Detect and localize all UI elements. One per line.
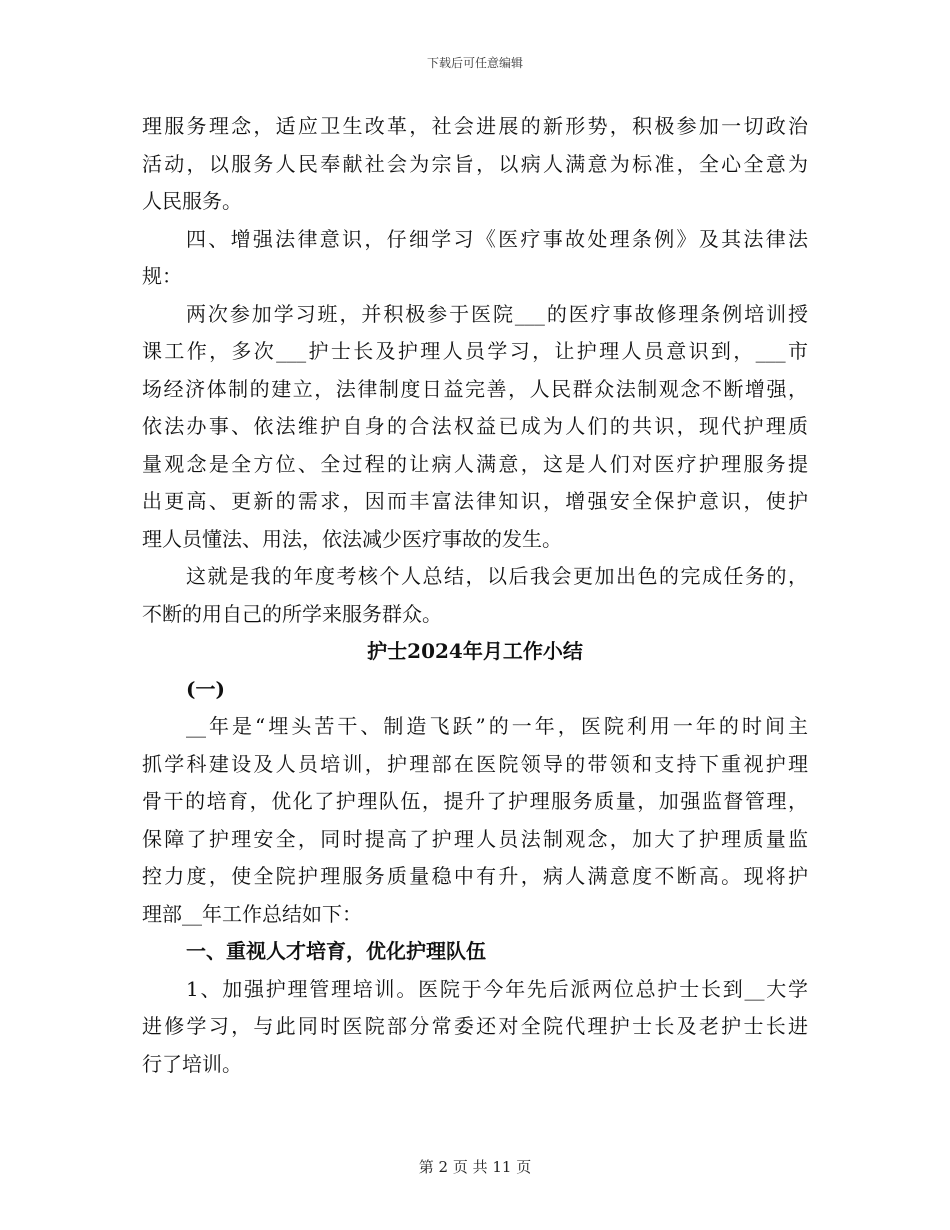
paragraph-line: 场经济体制的建立，法律制度日益完善，人民群众法制观念不断增强， bbox=[142, 376, 808, 401]
paragraph-line: 这就是我的年度考核个人总结，以后我会更加出色的完成任务的， bbox=[186, 564, 808, 588]
paragraph-line: 抓学科建设及人员培训，护理部在医院领导的带领和支持下重视护理 bbox=[142, 751, 808, 776]
paragraph-line: 两次参加学习班，并积极参于医院___的医疗事故修理条例培训授 bbox=[186, 301, 808, 326]
paragraph-line: 理人员懂法、用法，依法减少医疗事故的发生。 bbox=[142, 526, 562, 551]
part-label: (一) bbox=[186, 676, 225, 701]
paragraph-line: 人民服务。 bbox=[142, 189, 242, 213]
paragraph-line: 理服务理念，适应卫生改革，社会进展的新形势，积极参加一切政治 bbox=[142, 114, 808, 138]
paragraph-line: 量观念是全方位、全过程的让病人满意，这是人们对医疗护理服务提 bbox=[142, 451, 808, 476]
paragraph-line: 依法办事、依法维护自身的合法权益已成为人们的共识，现代护理质 bbox=[142, 414, 808, 438]
paragraph-line: 1、加强护理管理培训。医院于今年先后派两位总护士长到__大学 bbox=[186, 976, 808, 1001]
page-header: 下载后可任意编辑 bbox=[426, 56, 523, 70]
paragraph-line: 理部__年工作总结如下： bbox=[142, 901, 362, 926]
section-heading-line: 规： bbox=[142, 264, 182, 288]
paragraph-line: __年是“埋头苦干、制造飞跃”的一年，医院利用一年的时间主 bbox=[186, 714, 808, 738]
paragraph-line: 进修学习，与此同时医院部分常委还对全院代理护士长及老护士长进 bbox=[142, 1014, 808, 1038]
page-footer: 第 2 页 共 11 页 bbox=[418, 1158, 532, 1176]
paragraph-line: 保障了护理安全，同时提高了护理人员法制观念，加大了护理质量监 bbox=[142, 826, 808, 851]
paragraph-line: 不断的用自己的所学来服务群众。 bbox=[142, 601, 442, 626]
paragraph-line: 活动，以服务人民奉献社会为宗旨，以病人满意为标准，全心全意为 bbox=[142, 151, 808, 176]
paragraph-line: 行了培训。 bbox=[142, 1051, 242, 1076]
document-title: 护士2024年月工作小结 bbox=[367, 639, 583, 663]
section-heading: 一、重视人才培育，优化护理队伍 bbox=[186, 939, 486, 963]
paragraph-line: 骨干的培育，优化了护理队伍，提升了护理服务质量，加强监督管理， bbox=[142, 789, 808, 813]
section-heading-line: 四、增强法律意识，仔细学习《医疗事故处理条例》及其法律法 bbox=[186, 226, 808, 251]
document-body bbox=[142, 108, 808, 1083]
paragraph-line: 出更高、更新的需求，因而丰富法律知识，增强安全保护意识，使护 bbox=[142, 489, 808, 513]
paragraph-line: 控力度，使全院护理服务质量稳中有升，病人满意度不断高。现将护 bbox=[142, 864, 808, 888]
paragraph-line: 课工作，多次___护士长及护理人员学习，让护理人员意识到，___市 bbox=[142, 339, 808, 363]
